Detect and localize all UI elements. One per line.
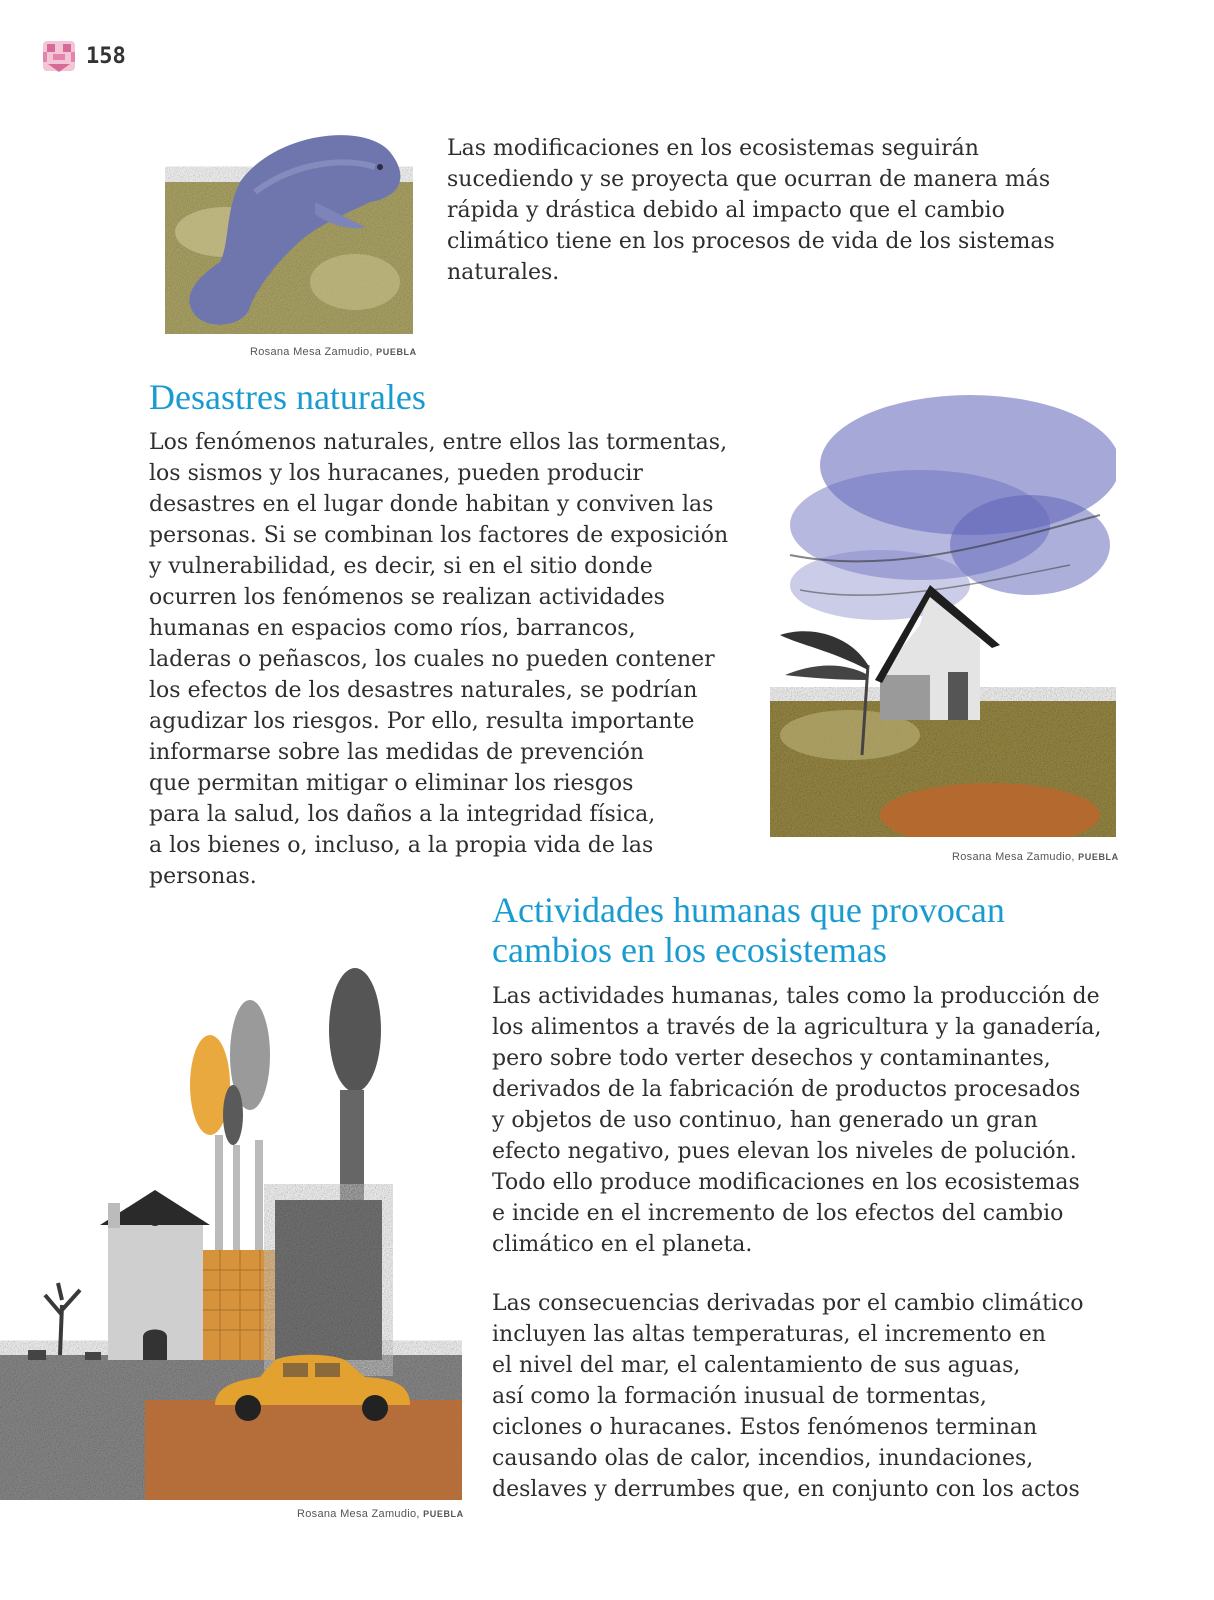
text-line: los alimentos a través de la agricultura y la ganadería, xyxy=(492,1015,1102,1040)
text-line: ocurren los fenómenos se realizan actividades xyxy=(149,585,665,610)
heading-line: Actividades humanas que provocan xyxy=(492,890,1005,930)
text-line: humanas en espacios como ríos, barrancos, xyxy=(149,616,636,641)
text-line: y objetos de uso continuo, han generado un gran xyxy=(492,1108,1038,1133)
text-line: así como la formación inusual de tormentas, xyxy=(492,1384,987,1409)
manatee-illustration xyxy=(165,122,413,334)
text-line: incluyen las altas temperaturas, el incremento en xyxy=(492,1322,1046,1347)
credit-factory xyxy=(297,1508,464,1520)
text-line: que permitan mitigar o eliminar los riesgos xyxy=(149,771,634,796)
text-line: y vulnerabilidad, es decir, si en el sitio donde xyxy=(149,554,653,579)
text-line: causando olas de calor, incendios, inundaciones, xyxy=(492,1446,1034,1471)
credit-place: PUEBLA xyxy=(1078,852,1119,862)
text-line: desastres en el lugar donde habitan y conviven las xyxy=(149,492,714,517)
text-line: los efectos de los desastres naturales, se podrían xyxy=(149,678,698,703)
page-header xyxy=(40,38,140,78)
text-line: derivados de la fabricación de productos procesados xyxy=(492,1077,1081,1102)
text-line: Las actividades humanas, tales como la producción de xyxy=(492,984,1100,1009)
text-line: Los fenómenos naturales, entre ellos las tormentas, xyxy=(149,430,728,455)
text-line: naturales. xyxy=(447,260,560,285)
text-line: Las modificaciones en los ecosistemas seguirán xyxy=(447,136,979,161)
aztec-glyph-icon xyxy=(40,38,78,76)
text-line: los sismos y los huracanes, pueden producir xyxy=(149,461,643,486)
actividades-paragraph-1 xyxy=(492,981,1101,1260)
text-line: informarse sobre las medidas de prevención xyxy=(149,740,645,765)
factory-illustration xyxy=(0,965,462,1500)
text-line: personas. xyxy=(149,864,257,889)
text-line: laderas o peñascos, los cuales no pueden contener xyxy=(149,647,715,672)
storm-house-illustration xyxy=(770,375,1116,837)
text-line: Las consecuencias derivadas por el cambio climático xyxy=(492,1291,1084,1316)
text-line: climático tiene en los procesos de vida de los sistemas xyxy=(447,229,1055,254)
heading-line: cambios en los ecosistemas xyxy=(492,930,887,970)
credit-place: PUEBLA xyxy=(376,347,417,357)
text-line: Todo ello produce modificaciones en los ecosistemas xyxy=(492,1170,1080,1195)
credit-manatee xyxy=(250,346,417,358)
section-heading-actividades xyxy=(492,890,1005,970)
text-line: rápida y drástica debido al impacto que el cambio xyxy=(447,198,1005,223)
text-line: efecto negativo, pues elevan los niveles de polución. xyxy=(492,1139,1077,1164)
text-line: deslaves y derrumbes que, en conjunto con los actos xyxy=(492,1477,1080,1502)
text-line: e incide en el incremento de los efectos del cambio xyxy=(492,1201,1064,1226)
text-line: agudizar los riesgos. Por ello, resulta importante xyxy=(149,709,695,734)
text-line: el nivel del mar, el calentamiento de sus aguas, xyxy=(492,1353,1021,1378)
text-line: pero sobre todo verter desechos y contaminantes, xyxy=(492,1046,1051,1071)
text-line: climático en el planeta. xyxy=(492,1232,753,1257)
page-number: 158 xyxy=(86,44,126,69)
credit-place: PUEBLA xyxy=(423,1509,464,1519)
text-line: ciclones o huracanes. Estos fenómenos terminan xyxy=(492,1415,1038,1440)
actividades-paragraph-2 xyxy=(492,1288,1084,1505)
text-line: a los bienes o, incluso, a la propia vida de las xyxy=(149,833,654,858)
credit-name: Rosana Mesa Zamudio, xyxy=(297,1508,420,1520)
desastres-paragraph xyxy=(149,427,728,892)
text-line: sucediendo y se proyecta que ocurran de manera más xyxy=(447,167,1051,192)
text-line: personas. Si se combinan los factores de exposición xyxy=(149,523,729,548)
text-line: para la salud, los daños a la integridad física, xyxy=(149,802,656,827)
section-heading-desastres: Desastres naturales xyxy=(149,377,426,417)
credit-name: Rosana Mesa Zamudio, xyxy=(952,851,1075,863)
credit-house xyxy=(952,851,1119,863)
credit-name: Rosana Mesa Zamudio, xyxy=(250,346,373,358)
intro-paragraph xyxy=(447,133,1055,288)
